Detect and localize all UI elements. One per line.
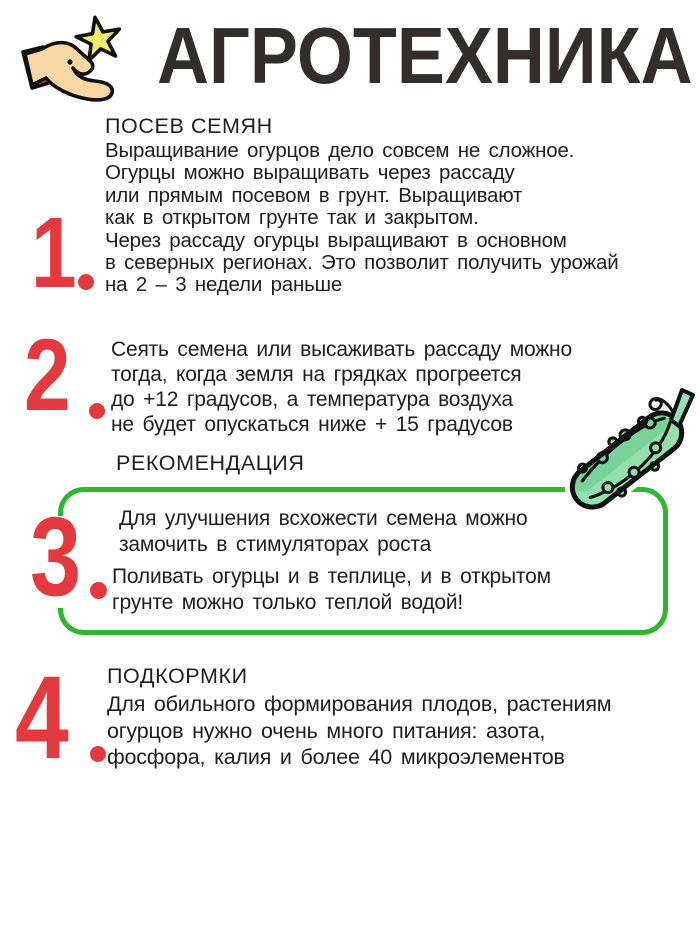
text-line: в северных регионах. Это позволит получить урожай xyxy=(105,251,619,275)
text-line: на 2 – 3 недели раньше xyxy=(105,273,343,297)
number-dot xyxy=(78,274,94,290)
section-4-heading: ПОДКОРМКИ xyxy=(107,664,248,688)
text-line: не будет опускаться ниже + 15 градусов xyxy=(111,413,513,436)
section-4-body xyxy=(107,691,611,771)
section-2-body xyxy=(111,337,572,437)
text-line: замочить в стимуляторах роста xyxy=(119,533,432,556)
recommendation-para-1 xyxy=(119,506,527,558)
section-1-body xyxy=(105,140,618,297)
text-line: тогда, когда земля на грядках прогреется xyxy=(111,363,522,386)
text-line: Поливать огурцы и в теплице, и в открытом xyxy=(112,565,551,588)
cucumber-icon xyxy=(565,372,700,527)
hand-offering-star-icon xyxy=(13,12,133,120)
text-line: Огурцы можно выращивать через рассаду xyxy=(105,161,515,185)
text-line: Через рассаду огурцы выращивают в основном xyxy=(105,228,567,252)
text-line: Для улучшения всхожести семена можно xyxy=(119,507,528,530)
text-line: Для обильного формирования плодов, растениям xyxy=(107,692,612,716)
section-4-number: 4 xyxy=(15,652,69,784)
section-2-number: 2 xyxy=(24,318,71,432)
palm-dot xyxy=(67,59,72,64)
number-dot xyxy=(89,403,105,419)
text-line: или прямым посевом в грунт. Выращивают xyxy=(105,183,523,207)
text-line: Сеять семена или высаживать рассаду можно xyxy=(111,338,572,361)
section-3-number: 3 xyxy=(30,494,82,619)
section-3-heading: РЕКОМЕНДАЦИЯ xyxy=(116,451,305,475)
text-line: огурцов нужно очень много питания: азота, xyxy=(107,718,546,743)
cucumber-stem xyxy=(671,390,693,426)
recommendation-para-2 xyxy=(112,564,551,616)
page-title: АГРОТЕХНИКА xyxy=(157,11,693,100)
text-line: фосфора, калия и более 40 микроэлементов xyxy=(107,745,565,769)
number-dot xyxy=(90,582,107,599)
text-line: грунте можно только теплой водой! xyxy=(112,591,464,614)
text-line: Выращивание огурцов дело совсем не сложное. xyxy=(105,139,575,162)
text-line: до +12 градусов, а температура воздуха xyxy=(111,388,513,411)
text-line: как в открытом грунте так и закрытом. xyxy=(105,206,479,230)
number-dot xyxy=(90,746,106,762)
section-1-number: 1 xyxy=(31,197,77,309)
section-1-heading: ПОСЕВ СЕМЯН xyxy=(105,114,273,138)
